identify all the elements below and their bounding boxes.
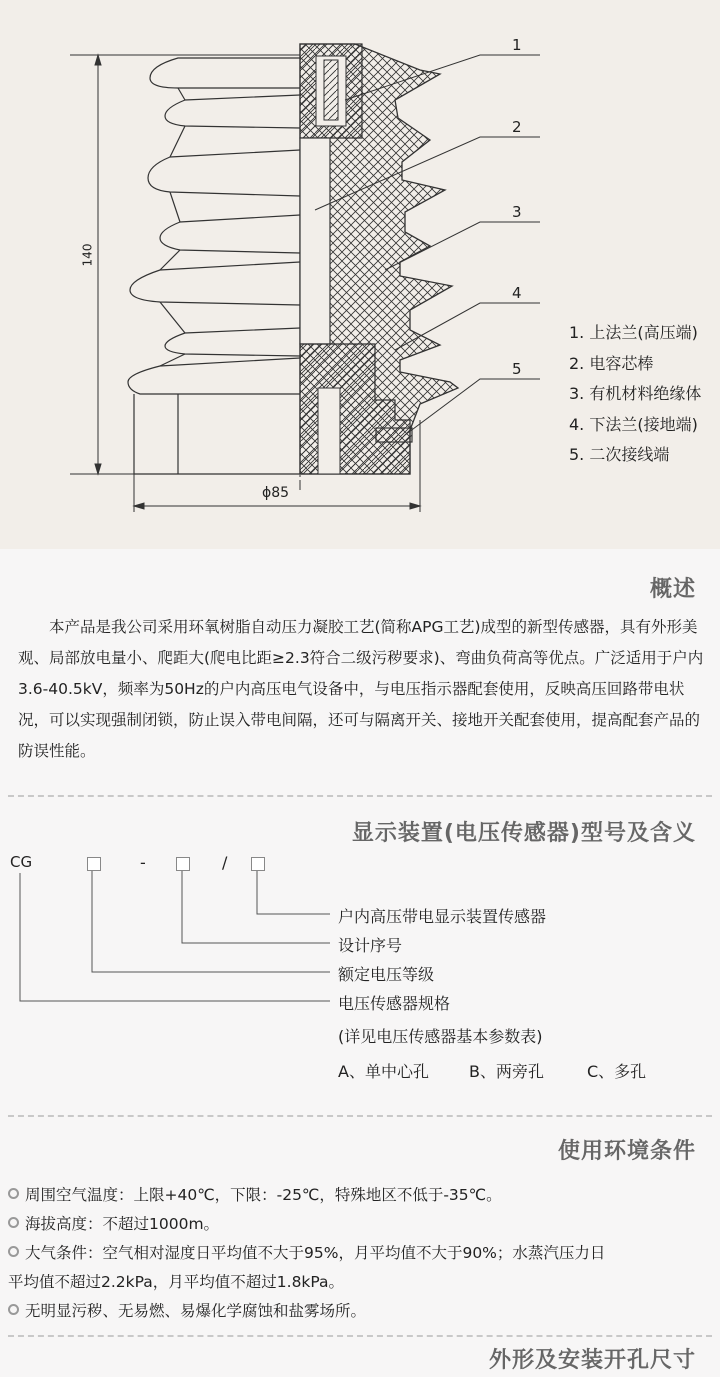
legend-item: 4. 下法兰(接地端)	[569, 414, 698, 434]
bullet-icon	[8, 1217, 19, 1228]
environment-title: 使用环境条件	[557, 1139, 696, 1164]
bullet-icon	[8, 1188, 19, 1199]
overview-text: 本产品是我公司采用环氧树脂自动压力凝胶工艺(简称APG工艺)成型的新型传感器，具有外形美观、局部放电量小、爬距大(爬电比距≥2.3符合二级污秽要求)、弯曲负荷高等优点。广泛适用于户内3.6-40.5kV，频率为50Hz的户内高压电气设备中，与电压指示器配套使用，反映高压回路带电状况，可以实现强制闭锁，防止误入带电间隔，还可与隔离开关、接地开关配套使用，提高配套产品的防误性能。	[18, 618, 704, 760]
option-c: C、多孔	[587, 1062, 647, 1081]
meaning-voltage: 额定电压等级	[338, 965, 435, 984]
overview-title: 概述	[649, 577, 696, 602]
model-title: 显示装置(电压传感器)型号及含义	[351, 821, 696, 846]
model-prefix: CG	[10, 853, 33, 871]
diameter-label: ϕ85	[262, 485, 290, 501]
env-item-altitude: 海拔高度：不超过1000m。	[8, 1212, 712, 1234]
env-item-atmosphere: 大气条件：空气相对湿度日平均值不大于95%，月平均值不大于90%；水蒸汽压力日	[8, 1241, 712, 1263]
legend-item: 2. 电容芯棒	[569, 353, 654, 373]
option-b: B、两旁孔	[469, 1062, 544, 1081]
callout-1: 1	[512, 36, 522, 54]
bullet-icon	[8, 1246, 19, 1257]
legend-item: 1. 上法兰(高压端)	[569, 323, 698, 342]
callout-4: 4	[512, 284, 522, 302]
model-dash: -	[140, 853, 146, 872]
callout-5: 5	[512, 360, 522, 378]
model-slash: /	[222, 853, 228, 872]
meaning-type: 户内高压带电显示装置传感器	[338, 907, 547, 926]
env-item-pollution: 无明显污秽、无易燃、易爆化学腐蚀和盐雾场所。	[8, 1299, 712, 1321]
env-item-temperature: 周围空气温度：上限+40℃，下限：-25℃，特殊地区不低于-35℃。	[8, 1183, 712, 1205]
meaning-note: (详见电压传感器基本参数表)	[338, 1027, 543, 1046]
env-item-atmosphere-cont: 平均值不超过2.2kPa，月平均值不超过1.8kPa。	[8, 1273, 345, 1291]
divider	[8, 1115, 712, 1117]
option-a: A、单中心孔	[338, 1062, 429, 1081]
legend-item: 3. 有机材料绝缘体	[569, 384, 702, 403]
height-label: 140	[80, 243, 95, 267]
divider	[8, 1335, 712, 1337]
bullet-icon	[8, 1304, 19, 1315]
legend-item: 5. 二次接线端	[569, 445, 670, 464]
dimensions-title: 外形及安装开孔尺寸	[488, 1348, 696, 1373]
callout-3: 3	[512, 203, 522, 221]
meaning-spec: 电压传感器规格	[338, 994, 451, 1013]
meaning-serial: 设计序号	[338, 936, 403, 955]
callout-2: 2	[512, 118, 522, 136]
